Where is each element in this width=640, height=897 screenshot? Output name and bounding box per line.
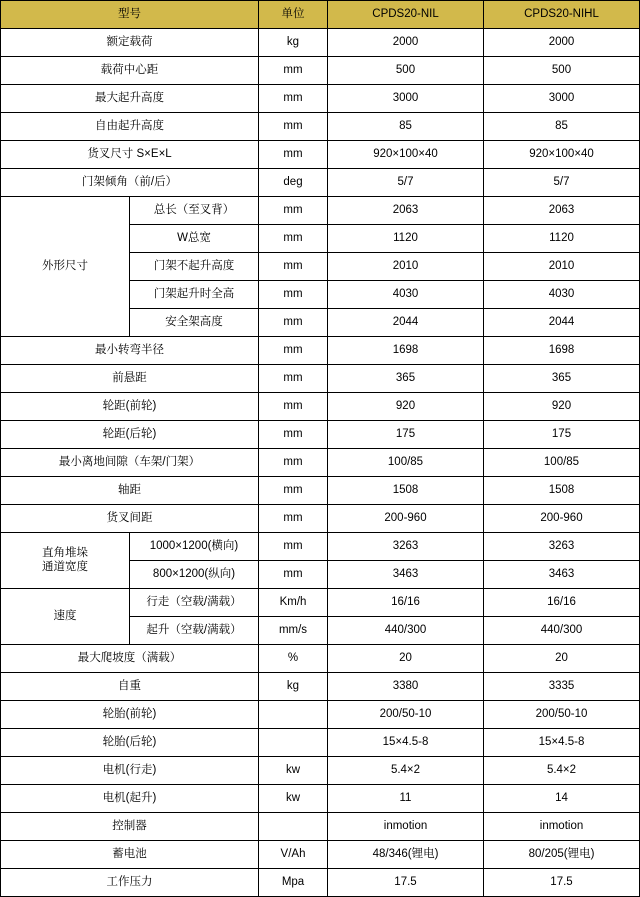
- table-row: [1, 533, 640, 561]
- row-unit: [259, 701, 328, 729]
- row-unit: mm: [259, 533, 328, 561]
- group-label-stacking: [1, 533, 130, 589]
- row-value-2: 3335: [484, 673, 640, 701]
- row-unit: mm: [259, 309, 328, 337]
- row-label: 800×1200(纵向): [130, 561, 259, 589]
- row-value-1: 4030: [328, 281, 484, 309]
- row-label: 轮胎(前轮): [1, 701, 259, 729]
- group-label-stacking-line2: 通道宽度: [42, 560, 88, 573]
- row-value-1: 3000: [328, 85, 484, 113]
- row-value-1: 500: [328, 57, 484, 85]
- row-value-2: inmotion: [484, 813, 640, 841]
- row-value-1: 175: [328, 421, 484, 449]
- row-label: 轮胎(后轮): [1, 729, 259, 757]
- table-row: [1, 841, 640, 869]
- row-value-1: inmotion: [328, 813, 484, 841]
- row-unit: mm: [259, 225, 328, 253]
- row-label: 电机(行走): [1, 757, 259, 785]
- table-row: [1, 673, 640, 701]
- row-value-2: 200/50-10: [484, 701, 640, 729]
- table-row: [1, 645, 640, 673]
- row-value-1: 5.4×2: [328, 757, 484, 785]
- table-row: [1, 141, 640, 169]
- row-value-1: 85: [328, 113, 484, 141]
- row-unit: mm: [259, 253, 328, 281]
- row-label: 工作压力: [1, 869, 259, 897]
- row-value-1: 2000: [328, 29, 484, 57]
- table-row: [1, 85, 640, 113]
- table-body: [1, 29, 640, 897]
- row-value-1: 1698: [328, 337, 484, 365]
- row-value-2: 2000: [484, 29, 640, 57]
- row-label: 自重: [1, 673, 259, 701]
- row-value-1: 17.5: [328, 869, 484, 897]
- column-header-model-1: CPDS20-NIL: [328, 1, 484, 29]
- group-label-speed: 速度: [1, 589, 130, 645]
- row-value-1: 200-960: [328, 505, 484, 533]
- row-label: 最小转弯半径: [1, 337, 259, 365]
- group-label-dimensions: 外形尺寸: [1, 197, 130, 337]
- row-unit: deg: [259, 169, 328, 197]
- table-row: [1, 729, 640, 757]
- row-label: 货叉间距: [1, 505, 259, 533]
- row-unit: %: [259, 645, 328, 673]
- table-header: [1, 1, 640, 29]
- row-value-2: 920: [484, 393, 640, 421]
- table-row: [1, 449, 640, 477]
- row-unit: mm: [259, 337, 328, 365]
- row-value-2: 920×100×40: [484, 141, 640, 169]
- row-value-2: 1698: [484, 337, 640, 365]
- table-row: [1, 393, 640, 421]
- row-unit: mm: [259, 477, 328, 505]
- row-value-2: 5/7: [484, 169, 640, 197]
- row-value-2: 80/205(锂电): [484, 841, 640, 869]
- row-unit: mm: [259, 281, 328, 309]
- row-label: 货叉尺寸 S×E×L: [1, 141, 259, 169]
- row-unit: mm: [259, 85, 328, 113]
- row-unit: Km/h: [259, 589, 328, 617]
- row-value-2: 2063: [484, 197, 640, 225]
- row-value-2: 3263: [484, 533, 640, 561]
- row-label: 安全架高度: [130, 309, 259, 337]
- row-value-1: 2063: [328, 197, 484, 225]
- row-value-2: 175: [484, 421, 640, 449]
- row-label: 门架不起升高度: [130, 253, 259, 281]
- table-row: [1, 505, 640, 533]
- row-value-2: 15×4.5-8: [484, 729, 640, 757]
- row-unit: mm: [259, 449, 328, 477]
- row-label: 最小离地间隙（车架/门架）: [1, 449, 259, 477]
- table-row: [1, 57, 640, 85]
- row-label: 行走（空载/满载）: [130, 589, 259, 617]
- row-unit: mm: [259, 561, 328, 589]
- row-value-1: 2044: [328, 309, 484, 337]
- row-label: 轮距(后轮): [1, 421, 259, 449]
- table-row: [1, 757, 640, 785]
- row-unit: kw: [259, 785, 328, 813]
- row-value-1: 200/50-10: [328, 701, 484, 729]
- row-value-1: 440/300: [328, 617, 484, 645]
- row-label: 蓄电池: [1, 841, 259, 869]
- row-value-1: 1120: [328, 225, 484, 253]
- row-label: 最大爬坡度（满载）: [1, 645, 259, 673]
- row-unit: mm: [259, 57, 328, 85]
- row-value-1: 48/346(锂电): [328, 841, 484, 869]
- row-value-2: 5.4×2: [484, 757, 640, 785]
- row-unit: [259, 813, 328, 841]
- row-value-1: 5/7: [328, 169, 484, 197]
- row-value-2: 365: [484, 365, 640, 393]
- row-unit: [259, 729, 328, 757]
- table-row: [1, 701, 640, 729]
- row-value-2: 100/85: [484, 449, 640, 477]
- row-value-1: 3263: [328, 533, 484, 561]
- row-unit: mm: [259, 393, 328, 421]
- table-row: [1, 337, 640, 365]
- table-row: [1, 421, 640, 449]
- row-label: 额定载荷: [1, 29, 259, 57]
- column-header-model: 型号: [1, 1, 259, 29]
- table-row: [1, 589, 640, 617]
- row-unit: kg: [259, 29, 328, 57]
- row-unit: mm: [259, 505, 328, 533]
- row-value-2: 16/16: [484, 589, 640, 617]
- row-value-2: 1120: [484, 225, 640, 253]
- row-value-1: 3463: [328, 561, 484, 589]
- table-row: [1, 785, 640, 813]
- table-row: [1, 113, 640, 141]
- row-value-2: 440/300: [484, 617, 640, 645]
- row-value-2: 1508: [484, 477, 640, 505]
- row-value-2: 3463: [484, 561, 640, 589]
- row-value-1: 3380: [328, 673, 484, 701]
- row-label: W总宽: [130, 225, 259, 253]
- row-value-2: 200-960: [484, 505, 640, 533]
- row-label: 自由起升高度: [1, 113, 259, 141]
- row-unit: mm: [259, 113, 328, 141]
- row-value-2: 2010: [484, 253, 640, 281]
- row-label: 门架起升时全高: [130, 281, 259, 309]
- row-label: 总长（至叉背）: [130, 197, 259, 225]
- table-row: [1, 29, 640, 57]
- row-value-1: 11: [328, 785, 484, 813]
- row-unit: kw: [259, 757, 328, 785]
- row-value-1: 15×4.5-8: [328, 729, 484, 757]
- table-row: [1, 365, 640, 393]
- row-unit: kg: [259, 673, 328, 701]
- column-header-unit: 单位: [259, 1, 328, 29]
- row-label: 轮距(前轮): [1, 393, 259, 421]
- table-header-row: [1, 1, 640, 29]
- row-value-1: 20: [328, 645, 484, 673]
- row-label: 起升（空载/满载）: [130, 617, 259, 645]
- row-value-2: 14: [484, 785, 640, 813]
- row-label: 电机(起升): [1, 785, 259, 813]
- row-value-2: 2044: [484, 309, 640, 337]
- row-label: 最大起升高度: [1, 85, 259, 113]
- row-value-1: 2010: [328, 253, 484, 281]
- group-label-stacking-line1: 直角堆垛: [42, 547, 88, 560]
- row-value-2: 500: [484, 57, 640, 85]
- row-label: 门架倾角（前/后）: [1, 169, 259, 197]
- row-value-2: 4030: [484, 281, 640, 309]
- row-value-1: 100/85: [328, 449, 484, 477]
- table-row: [1, 869, 640, 897]
- row-unit: mm: [259, 365, 328, 393]
- row-label: 前悬距: [1, 365, 259, 393]
- row-value-1: 920: [328, 393, 484, 421]
- table-row: [1, 477, 640, 505]
- row-value-1: 920×100×40: [328, 141, 484, 169]
- row-label: 1000×1200(横向): [130, 533, 259, 561]
- table-row: [1, 813, 640, 841]
- row-label: 控制器: [1, 813, 259, 841]
- row-label: 载荷中心距: [1, 57, 259, 85]
- row-value-1: 16/16: [328, 589, 484, 617]
- table-row: [1, 169, 640, 197]
- row-unit: mm: [259, 197, 328, 225]
- row-unit: V/Ah: [259, 841, 328, 869]
- row-unit: mm/s: [259, 617, 328, 645]
- row-value-1: 365: [328, 365, 484, 393]
- table-row: [1, 197, 640, 225]
- row-value-2: 20: [484, 645, 640, 673]
- row-unit: mm: [259, 421, 328, 449]
- row-label: 轴距: [1, 477, 259, 505]
- row-unit: Mpa: [259, 869, 328, 897]
- row-value-2: 85: [484, 113, 640, 141]
- row-unit: mm: [259, 141, 328, 169]
- row-value-2: 3000: [484, 85, 640, 113]
- row-value-2: 17.5: [484, 869, 640, 897]
- column-header-model-2: CPDS20-NIHL: [484, 1, 640, 29]
- row-value-1: 1508: [328, 477, 484, 505]
